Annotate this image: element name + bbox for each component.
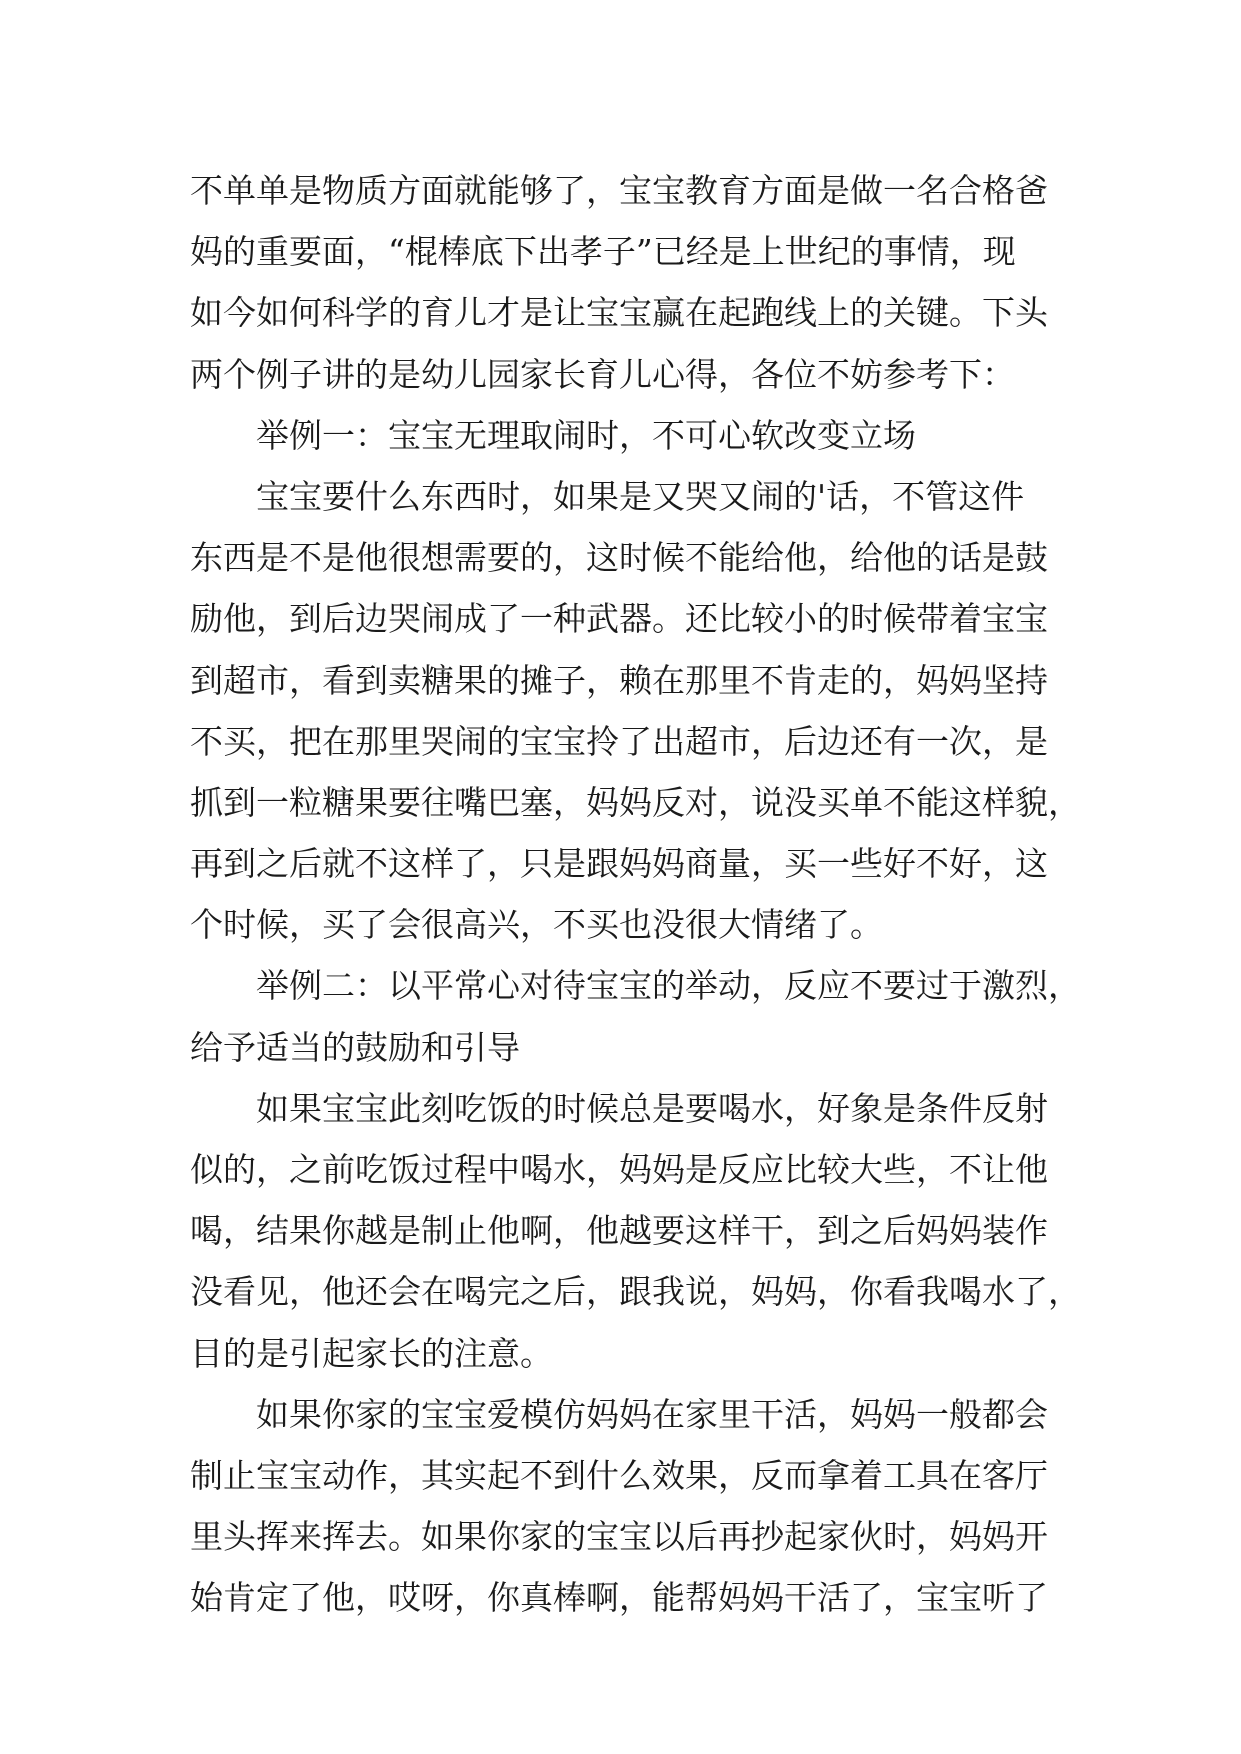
text-line: 制止宝宝动作，其实起不到什么效果，反而拿着工具在客厅 (190, 1455, 1048, 1495)
text-line: 再到之后就不这样了，只是跟妈妈商量，买一些好不好，这 (190, 844, 1048, 884)
text-line: 两个例子讲的是幼儿园家长育儿心得，各位不妨参考下： (190, 354, 1015, 394)
text-line: 个时候，买了会很高兴，不买也没很大情绪了。 (190, 905, 883, 945)
text-line: 到超市，看到卖糖果的摊子，赖在那里不肯走的，妈妈坚持 (190, 660, 1048, 700)
text-line: 似的，之前吃饭过程中喝水，妈妈是反应比较大些，不让他 (190, 1150, 1048, 1189)
text-line: 抓到一粒糖果要往嘴巴塞，妈妈反对，说没买单不能这样貌， (190, 782, 1081, 822)
paragraph-imitating-chores (190, 1384, 1050, 1629)
text-line: 妈的重要面，“棍棒底下出孝子”已经是上世纪的事情，现 (190, 232, 1016, 272)
paragraph-drinking-water (190, 1078, 1081, 1384)
text-line: 励他，到后边哭闹成了一种武器。还比较小的时候带着宝宝 (190, 599, 1048, 639)
text-line: 不买，把在那里哭闹的宝宝拎了出超市，后边还有一次，是 (190, 721, 1048, 761)
paragraph-intro (190, 160, 1050, 405)
text-line: 如果你家的宝宝爱模仿妈妈在家里干活，妈妈一般都会 (256, 1394, 1048, 1434)
example-two-heading (190, 955, 1081, 1077)
text-line: 里头挥来挥去。如果你家的宝宝以后再抄起家伙时，妈妈开 (190, 1517, 1048, 1557)
text-line: 没看见，他还会在喝完之后，跟我说，妈妈，你看我喝水了， (190, 1272, 1081, 1312)
text-line: 如果宝宝此刻吃饭的时候总是要喝水，好象是条件反射 (256, 1088, 1048, 1128)
text-line: 目的是引起家长的注意。 (190, 1333, 553, 1373)
text-line: 如今如何科学的育儿才是让宝宝赢在起跑线上的关键。下头 (190, 293, 1048, 333)
text-line: 始肯定了他，哎呀，你真棒啊，能帮妈妈干活了，宝宝听了 (190, 1578, 1048, 1618)
text-line: 举例二：以平常心对待宝宝的举动，反应不要过于激烈， (256, 966, 1081, 1006)
text-line: 举例一：宝宝无理取闹时，不可心软改变立场 (256, 415, 916, 455)
text-line: 东西是不是他很想需要的，这时候不能给他，给他的话是鼓 (190, 538, 1048, 578)
document-body (190, 160, 1081, 1629)
text-line: 喝，结果你越是制止他啊，他越要这样干，到之后妈妈装作 (190, 1211, 1048, 1251)
text-line: 给予适当的鼓励和引导 (190, 1027, 520, 1067)
text-line: 宝宝要什么东西时，如果是又哭又闹的'话，不管这件 (256, 476, 1025, 516)
example-one-heading (190, 405, 1050, 466)
paragraph-example-one (190, 466, 1081, 956)
text-line: 不单单是物质方面就能够了，宝宝教育方面是做一名合格爸 (190, 171, 1048, 210)
